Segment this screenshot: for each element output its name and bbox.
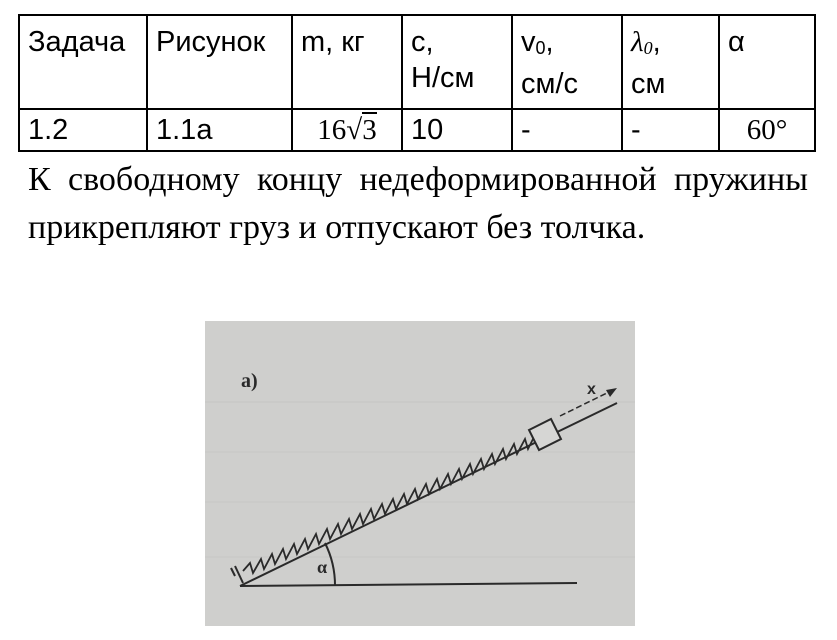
problem-statement: К свободному концу недеформированной пружины прикрепляют груз и отпускают без толчка. [28, 161, 808, 246]
header-angle: α [719, 15, 815, 109]
cell-task: 1.2 [19, 109, 147, 151]
cell-angle: 60° [719, 109, 815, 151]
header-task: Задача [19, 15, 147, 109]
wall-support [231, 566, 243, 583]
header-initial-deformation: λ0, см [622, 15, 719, 109]
cell-initial-velocity: - [512, 109, 622, 151]
cell-stiffness: 10 [402, 109, 512, 151]
spring-incline-figure [205, 321, 635, 626]
cell-figure: 1.1а [147, 109, 292, 151]
load-block [529, 419, 561, 450]
x-arrowhead-icon [606, 388, 617, 397]
table-header-row [19, 15, 815, 109]
angle-label: α [317, 557, 328, 577]
table-row [19, 109, 815, 151]
header-initial-velocity: v0, см/с [512, 15, 622, 109]
cell-initial-deformation: - [622, 109, 719, 151]
panel-label: а) [241, 370, 258, 392]
figure-drawing [205, 321, 635, 626]
ground-line [240, 583, 577, 586]
x-axis-label: x [587, 381, 596, 398]
task-data-table [18, 14, 816, 152]
header-figure: Рисунок [147, 15, 292, 109]
cell-mass: 16√3 [292, 109, 402, 151]
header-mass: m, кг [292, 15, 402, 109]
spring [243, 435, 535, 573]
header-stiffness: c, Н/см [402, 15, 512, 109]
